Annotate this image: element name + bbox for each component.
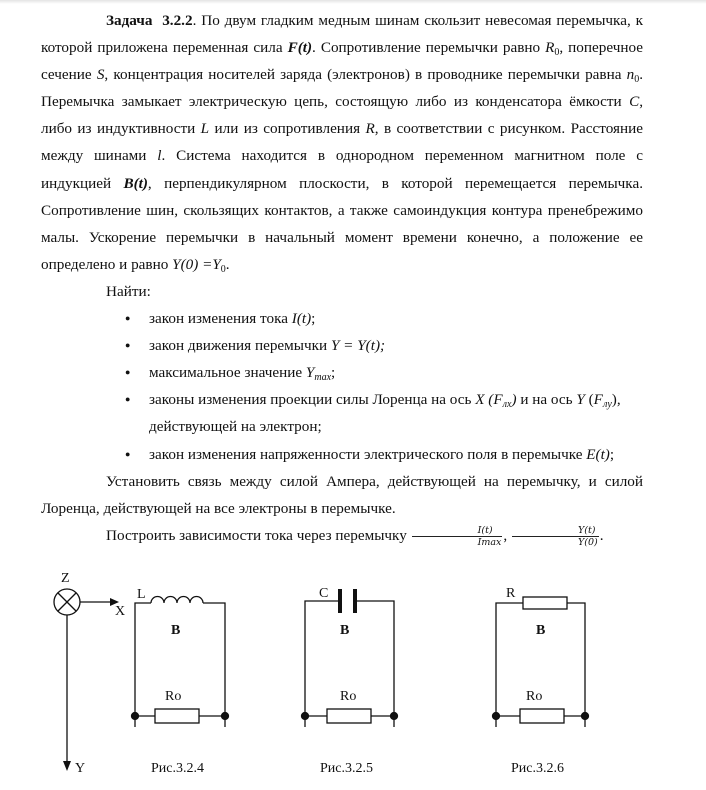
math-symbol: Y [305, 364, 315, 382]
fraction-position-num: Y(t) [512, 525, 599, 537]
math-symbol: C [629, 93, 640, 111]
fig1-contact-dot-right [222, 713, 229, 720]
math-symbol: R [365, 120, 375, 138]
relation-text: Установить связь между силой Ампера, действующей на перемычку, и силой Лоренца, действующей на все электроны в перемычке. [41, 472, 643, 517]
fig2-element-label: C [319, 586, 329, 601]
find-item [125, 332, 643, 359]
problem-statement [41, 7, 643, 278]
figure-capacitor-circuit [302, 589, 398, 727]
fig3-element-label: R [506, 586, 516, 601]
text-run: . По двум гладким медным шинам скользит невесомая перемычка, к которой приложена переменная сила [41, 12, 643, 57]
math-symbol: max [314, 372, 332, 384]
text-run: ; [331, 364, 336, 382]
fig3-r0-label: Ro [526, 689, 543, 704]
text-run: ; [311, 310, 316, 328]
y-arrow-icon [63, 761, 71, 771]
math-symbol: R [545, 39, 555, 57]
bullet-icon: ● [125, 367, 131, 378]
fig3-jumper-resistor [520, 709, 564, 723]
math-symbol [288, 39, 312, 56]
math-symbol [123, 175, 147, 192]
math-symbol: l [157, 147, 162, 165]
math-symbol: лy [602, 399, 612, 411]
fig2-jumper-resistor [327, 709, 371, 723]
fig3-field-label: B [536, 623, 546, 638]
text-run: или из сопротивления [209, 120, 366, 138]
fig1-caption: Рис.3.2.4 [151, 761, 204, 776]
plot-instruction [41, 522, 643, 549]
math-symbol: Y [576, 391, 585, 409]
fig2-right-rail [357, 601, 394, 727]
fig2-r0-label: Ro [340, 689, 357, 704]
math-symbol: лx [502, 399, 512, 411]
math-symbol: I(t) [291, 310, 312, 328]
fig3-left-rail [496, 603, 523, 727]
circuit-diagrams [0, 560, 706, 790]
text-run: , либо из индуктивности [41, 93, 643, 138]
math-symbol: Y = Y(t); [330, 337, 386, 355]
fig1-field-label: B [171, 623, 181, 638]
fig1-r0-label: Ro [165, 689, 182, 704]
plot-separator: , [503, 526, 511, 544]
math-symbol: B(t) [123, 174, 148, 192]
y-axis-label: Y [75, 761, 86, 776]
bullet-icon: ● [125, 313, 131, 324]
text-run: закон изменения тока [149, 310, 292, 328]
problem-label: Задача [106, 12, 153, 29]
math-symbol: S [96, 66, 105, 84]
find-item [125, 305, 643, 332]
math-symbol: n [626, 66, 635, 84]
text-run: , перпендикулярном плоскости, в которой перемещается перемычка. Сопротивление шин, скользящих контактов, а также самоиндукция контура пренебрежимо малы. Ускорение перемычки в начальный момент времени конечно, а положение ее определено и равно [41, 174, 643, 273]
math-symbol: E(t) [586, 445, 610, 463]
coordinate-axes [54, 589, 119, 771]
math-symbol: F(t) [287, 39, 313, 57]
fig1-element-label: L [137, 587, 146, 602]
top-shadow [0, 0, 706, 4]
text-run: максимальное значение [149, 364, 306, 382]
fig1-contact-dot-left [132, 713, 139, 720]
fraction-position [512, 525, 599, 548]
fig2-contact-dot-left [302, 713, 309, 720]
text-run: закон изменения напряженности электрического поля в перемычке [149, 445, 587, 463]
text-run: ( [584, 391, 594, 409]
problem-number: 3.2.2 [162, 12, 193, 29]
text-run: закон движения перемычки [149, 337, 331, 355]
math-symbol: X (F [475, 391, 503, 409]
fig2-contact-dot-right [391, 713, 398, 720]
math-symbol: 0 [554, 47, 560, 59]
fig2-caption: Рис.3.2.5 [320, 761, 373, 776]
text-run: , поперечное сечение [41, 39, 643, 84]
fig2-field-label: B [340, 623, 350, 638]
inductor-coil-icon [151, 597, 203, 604]
bullet-icon: ● [125, 394, 131, 405]
figure-resistor-circuit [493, 597, 589, 727]
problem-body [41, 12, 643, 273]
fig1-left-rail [135, 603, 151, 727]
fraction-position-den: Y(0) [578, 536, 598, 548]
find-item [125, 386, 643, 440]
plot-end: . [599, 526, 604, 544]
text-run: . Сопротивление перемычки равно [312, 39, 546, 57]
text-run: законы изменения проекции силы Лоренца на ось [149, 391, 476, 409]
bullet-icon: ● [125, 340, 131, 351]
text-run: . [225, 255, 230, 273]
text-run: , концентрация носителей заряда (электронов) в проводнике перемычки равна [104, 66, 627, 84]
fig2-left-rail [305, 601, 338, 727]
text-run: . Перемычка замыкает электрическую цепь, состоящую либо из конденсатора ёмкости [41, 66, 643, 111]
load-resistor-icon [523, 597, 567, 609]
fig3-contact-dot-left [493, 713, 500, 720]
fig1-jumper-resistor [155, 709, 199, 723]
text-run: . Система находится в однородном переменном магнитном поле с индукцией [41, 147, 643, 192]
fig3-right-rail [567, 603, 585, 727]
find-item [125, 359, 643, 386]
z-axis-label: Z [61, 571, 70, 586]
text-run: и на ось [516, 391, 577, 409]
document-text [41, 7, 643, 549]
figure-inductor-circuit [132, 597, 229, 728]
text-run: , в соответствии с рисунком. Расстояние между шинами [41, 120, 643, 165]
math-symbol: ) [511, 391, 517, 409]
plot-text: Построить зависимости тока через перемычку [106, 526, 411, 544]
fraction-current [412, 525, 503, 548]
fig3-caption: Рис.3.2.6 [511, 761, 564, 776]
math-symbol: 0 [220, 263, 226, 275]
math-symbol: Y(0) =Y [172, 255, 221, 273]
text-run: ; [609, 445, 615, 463]
fraction-current-den: Imax [477, 536, 502, 548]
fig1-right-rail [203, 603, 225, 727]
text-run: ), действующей на электрон; [149, 391, 621, 436]
math-symbol: L [200, 120, 210, 138]
math-symbol: 0 [634, 74, 640, 86]
math-symbol: F [593, 391, 603, 409]
bullet-icon: ● [125, 448, 131, 459]
fraction-current-num: I(t) [412, 525, 503, 537]
find-heading: Найти: [106, 282, 151, 300]
find-item [125, 441, 643, 468]
x-axis-label: X [115, 604, 126, 619]
find-list [41, 305, 643, 468]
fig3-contact-dot-right [582, 713, 589, 720]
